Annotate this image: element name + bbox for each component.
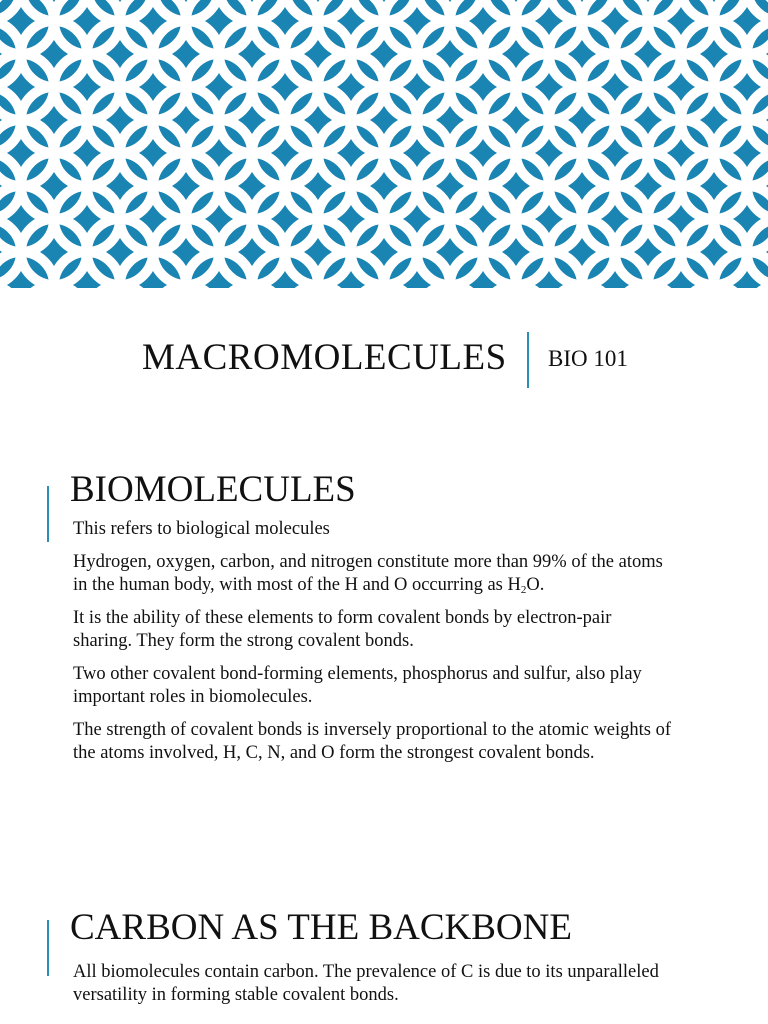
paragraph: Two other covalent bond-forming elements, phosphorus and sulfur, also play important roles in biomolecules. (73, 664, 642, 707)
title-row (0, 330, 768, 390)
biomolecules-slide (0, 468, 768, 828)
title-divider (527, 332, 529, 388)
paragraph: The strength of covalent bonds is inversely proportional to the atomic weights of the atoms involved, H, C, N, and O form the strongest covalent bonds. (73, 720, 672, 763)
carbon-backbone-slide (0, 906, 768, 1024)
accent-bar (47, 486, 49, 542)
title-banner (0, 0, 768, 288)
paragraph: Hydrogen, oxygen, carbon, and nitrogen constitute more than 99% of the atoms in the human body, with most of the H and O occurring as $H_2O$. (73, 552, 663, 596)
paragraph: All biomolecules contain carbon. The prevalence of C is due to its unparalleled versatility in forming stable covalent bonds. (73, 962, 659, 1005)
section-title: CARBON AS THE BACKBONE (70, 907, 572, 948)
section-body (73, 518, 673, 775)
section-title: BIOMOLECULES (70, 469, 356, 510)
interlocking-circles-pattern (0, 0, 768, 288)
paragraph: This refers to biological molecules (73, 519, 330, 539)
accent-bar (47, 920, 49, 976)
slide-title: MACROMOLECULES (142, 337, 507, 378)
course-code: BIO 101 (548, 346, 628, 371)
paragraph: It is the ability of these elements to form covalent bonds by electron-pair sharing. They form the strong covalent bonds. (73, 608, 612, 651)
section-body (73, 961, 673, 1017)
